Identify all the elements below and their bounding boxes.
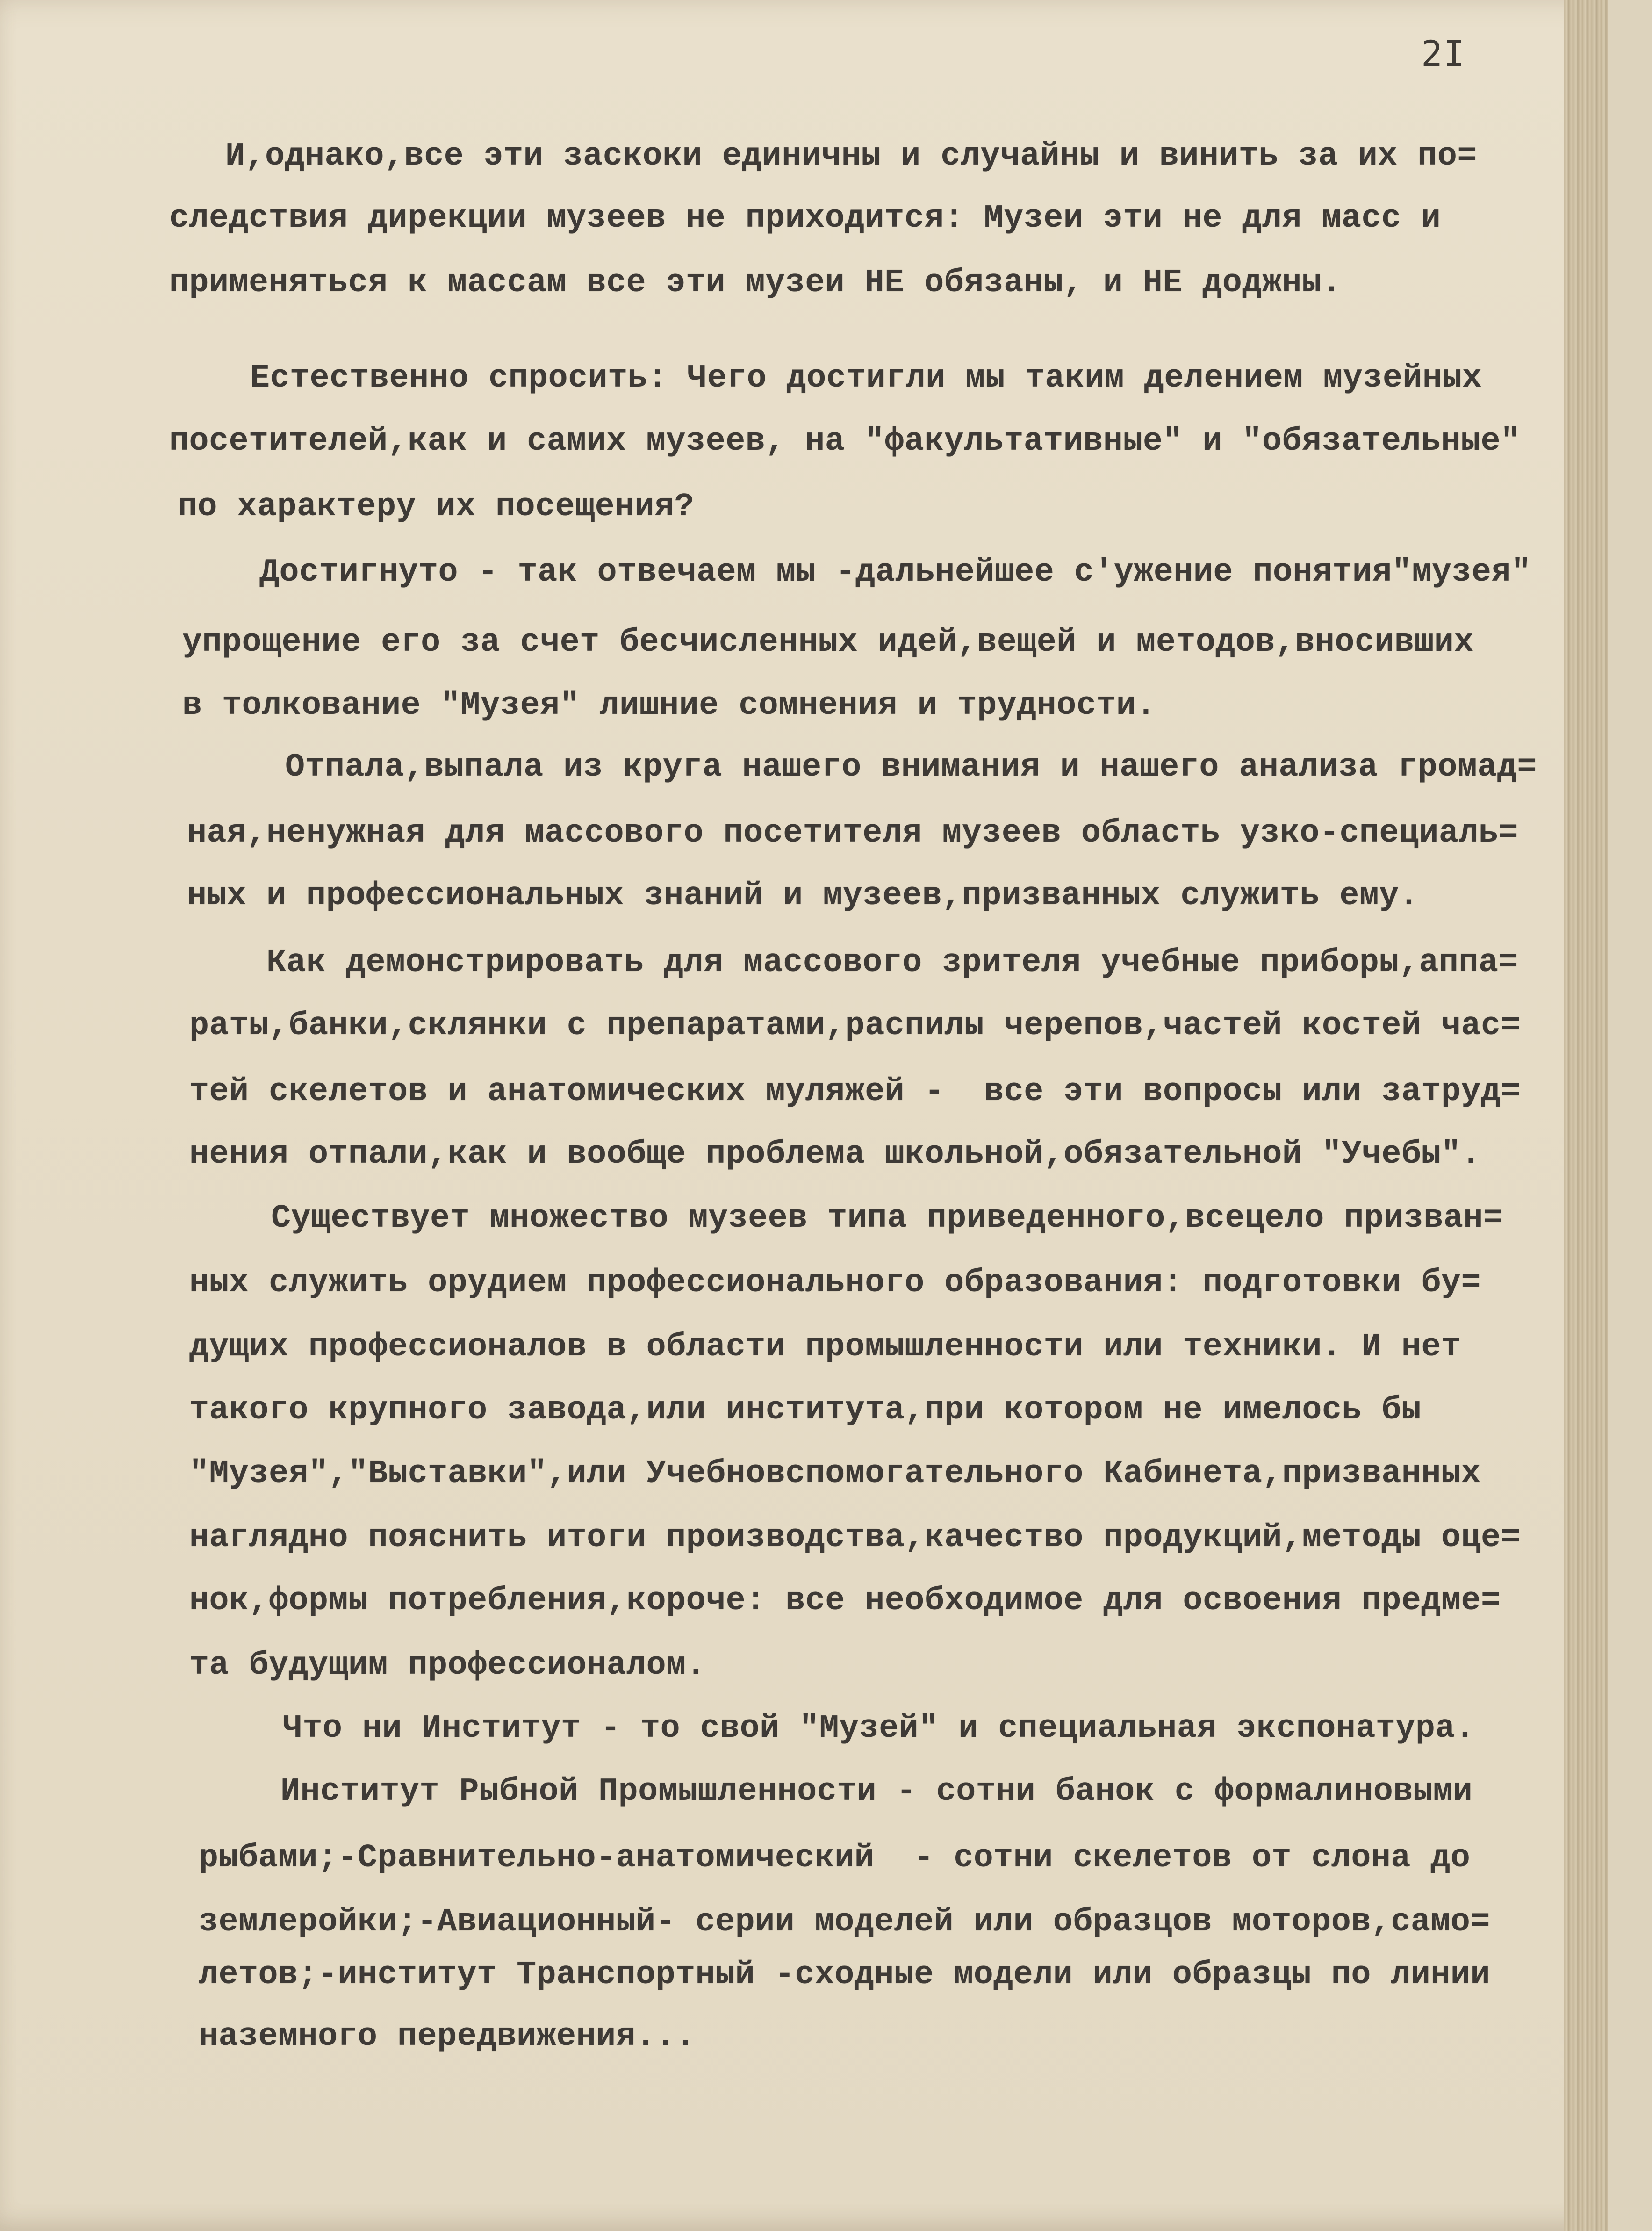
text-line: применяться к массам все эти музеи НЕ обязаны, и НЕ доджны.	[169, 265, 1342, 302]
text-line: "Музея","Выставки",или Учебновспомогательного Кабинета,призванных	[189, 1455, 1481, 1492]
text-line: упрощение его за счет бесчисленных идей,вещей и методов,вносивших	[182, 624, 1474, 661]
text-line: посетителей,как и самих музеев, на "факультативные" и "обязательные"	[169, 423, 1521, 460]
text-line: следствия дирекции музеев не приходится: Музеи эти не для масс и	[169, 200, 1441, 237]
text-line: Достигнуто - так отвечаем мы -дальнейшее с'ужение понятия"музея"	[259, 554, 1531, 591]
text-line: дущих профессионалов в области промышленности или техники. И нет	[189, 1329, 1461, 1366]
text-line: Как демонстрировать для массового зрителя учебные приборы,аппа=	[266, 944, 1518, 981]
text-line: нок,формы потребления,короче: все необходимое для освоения предме=	[189, 1583, 1501, 1619]
text-line: такого крупного завода,или института,при котором не имелось бы	[189, 1392, 1422, 1429]
text-line: тей скелетов и анатомических муляжей - все эти вопросы или затруд=	[189, 1073, 1521, 1110]
text-line: Естественно спросить: Чего достигли мы таким делением музейных	[250, 360, 1482, 397]
text-line: в толкование "Музея" лишние сомнения и трудности.	[182, 687, 1156, 724]
text-line: летов;-институт Транспортный -сходные модели или образцы по линии	[199, 1957, 1490, 1994]
text-line: наглядно пояснить итоги производства,качество продукций,методы оце=	[189, 1519, 1521, 1556]
text-line: нения отпали,как и вообще проблема школьной,обязательной "Учебы".	[189, 1136, 1481, 1173]
text-line: Что ни Институт - то свой "Музей" и специальная экспонатура.	[283, 1710, 1475, 1747]
text-line: по характеру их посещения?	[178, 489, 695, 525]
text-line: ных и профессиональных знаний и музеев,призванных служить ему.	[187, 878, 1419, 914]
text-line: землеройки;-Авиационный- серии моделей или образцов моторов,само=	[199, 1904, 1490, 1941]
text-line: наземного передвижения...	[199, 2018, 696, 2055]
text-line: Отпала,выпала из круга нашего внимания и нашего анализа громад=	[285, 749, 1537, 786]
text-line: та будущим профессионалом.	[189, 1647, 706, 1684]
text-line: ная,ненужная для массового посетителя музеев область узко-специаль=	[187, 815, 1518, 852]
text-line: раты,банки,склянки с препаратами,распилы черепов,частей костей час=	[189, 1008, 1521, 1044]
text-line: Институт Рыбной Промышленности - сотни банок с формалиновыми	[280, 1773, 1473, 1810]
text-line: И,однако,все эти заскоки единичны и случайны и винить за их по=	[225, 138, 1477, 175]
text-line: ных служить орудием профессионального образования: подготовки бу=	[189, 1265, 1481, 1302]
page-number: 2I	[1421, 33, 1466, 74]
text-line: рыбами;-Сравнительно-анатомический - сотни скелетов от слона до	[199, 1840, 1471, 1877]
page-edge-stack	[1564, 0, 1608, 2231]
text-line: Существует множество музеев типа приведенного,всецело призван=	[271, 1200, 1503, 1237]
